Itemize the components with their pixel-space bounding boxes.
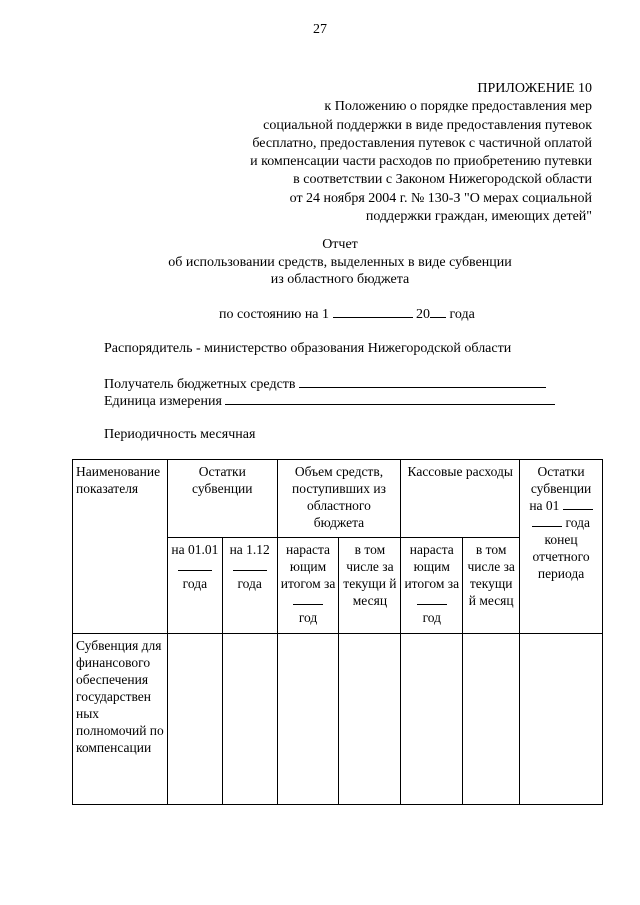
appendix-line: бесплатно, предоставления путевок с частичной оплатой [252, 135, 592, 151]
unit-blank[interactable] [225, 392, 555, 405]
cell-expenses-month[interactable] [463, 634, 520, 805]
cell-expenses-cumulative[interactable] [401, 634, 463, 805]
cell-opening-0101[interactable] [167, 634, 222, 805]
manager-line: Распорядитель - министерство образования Нижегородской области [104, 341, 512, 356]
as-of-year: 20 [416, 307, 431, 322]
recipient-line [104, 375, 546, 393]
as-of-year-blank[interactable] [430, 305, 446, 318]
header-closing-balance-2: года [565, 515, 590, 530]
header-opening-balance: Остатки субвенции [167, 460, 277, 538]
subheader-at-0112: на 1.12 года [222, 538, 277, 634]
cell-received-month[interactable] [339, 634, 401, 805]
subheader-received-cumulative: нараста ющим итогом за год [277, 538, 339, 634]
appendix-line: и компенсации части расходов по приобретению путевки [250, 154, 592, 170]
report-title-line: об использовании средств, выделенных в виде субвенции [168, 254, 512, 270]
cell-closing-balance[interactable] [520, 634, 603, 805]
header-indicator-name: Наименование показателя [73, 460, 168, 634]
header-closing-balance-3: конец отчетного периода [532, 532, 590, 581]
appendix-line: от 24 ноября 2004 г. № 130-З "О мерах социальной [289, 190, 592, 206]
header-cash-expenses: Кассовые расходы [401, 460, 520, 538]
unit-line [104, 392, 555, 410]
appendix-line: к Положению о порядке предоставления мер [324, 99, 592, 115]
report-table [72, 459, 603, 805]
appendix-line: ПРИЛОЖЕНИЕ 10 [477, 81, 592, 96]
report-title-line: из областного бюджета [270, 272, 410, 287]
recipient-label: Получатель бюджетных средств [104, 377, 296, 392]
header-closing-balance [520, 460, 603, 634]
appendix-block [250, 80, 592, 226]
as-of-suffix: года [449, 307, 475, 322]
recipient-blank[interactable] [299, 375, 546, 388]
as-of-date-blank[interactable] [333, 305, 413, 318]
unit-label: Единица измерения [104, 394, 222, 409]
subheader-received-current-month: в том числе за текущи й месяц [339, 538, 401, 634]
appendix-line: социальной поддержки в виде предоставления путевок [263, 117, 592, 133]
subheader-expenses-current-month: в том числе за текущи й месяц [463, 538, 520, 634]
subheader-at-0101: на 01.01 года [167, 538, 222, 634]
header-closing-balance-1: Остатки субвенции на 01 [529, 464, 592, 513]
subheader-expenses-cumulative: нараста ющим итогом за год [401, 538, 463, 634]
row-label-subvention: Субвенция для финансового обеспечения государствен ных полномочий по компенсации [73, 634, 168, 805]
appendix-line: в соответствии с Законом Нижегородской области [293, 172, 592, 188]
cell-received-cumulative[interactable] [277, 634, 339, 805]
page-number: 27 [313, 22, 327, 37]
cell-opening-0112[interactable] [222, 634, 277, 805]
report-title [0, 236, 640, 289]
appendix-line: поддержки граждан, имеющих детей" [365, 209, 592, 225]
as-of-line [219, 305, 475, 323]
as-of-prefix: по состоянию на 1 [219, 307, 330, 322]
periodicity-line: Периодичность месячная [104, 427, 256, 442]
report-title-line: Отчет [322, 237, 358, 252]
header-volume-received: Объем средств, поступивших из областного бюджета [277, 460, 401, 538]
